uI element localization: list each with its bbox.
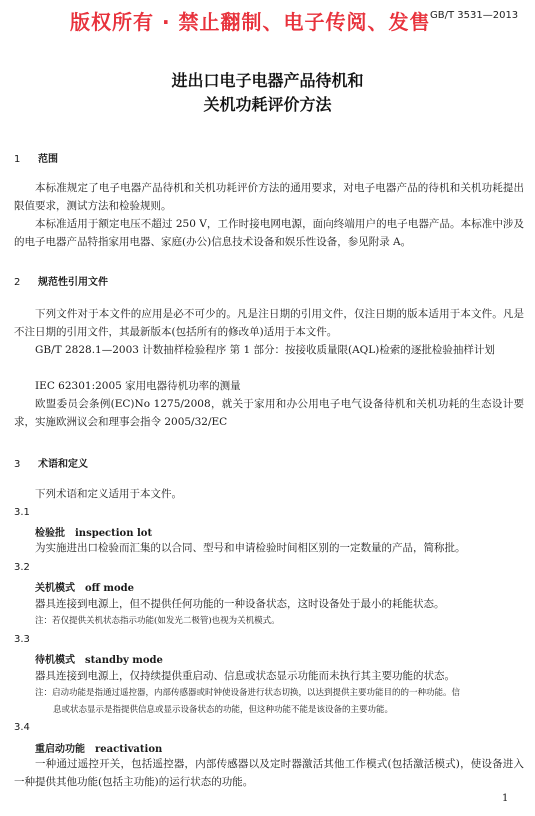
section-number: 1	[14, 154, 21, 165]
term-cn: 待机模式	[35, 655, 75, 666]
term-en: reactivation	[95, 744, 163, 755]
page-number: 1	[502, 793, 509, 804]
term-heading	[35, 524, 152, 539]
clause-number: 3.1	[14, 507, 30, 518]
paragraph: 本标准适用于额定电压不超过 250 V，工作时接电网电源，面向终端用户的电子电器产品。本标准中涉及的电子电器产品特指家用电器、家庭(办公)信息技术设备和娱乐性设备，参见附录 A。	[14, 218, 524, 248]
section-heading-normative-references	[14, 273, 108, 288]
section-number: 3	[14, 459, 21, 470]
reference-entry: IEC 62301:2005 家用电器待机功率的测量	[35, 380, 241, 392]
term-definition: 器具连接到电源上，但不提供任何功能的一种设备状态，这时设备处于最小的耗能状态。	[35, 598, 445, 610]
section-title: 规范性引用文件	[38, 277, 108, 288]
copyright-watermark: 版权所有 · 禁止翻制、电子传阅、发售	[70, 10, 431, 34]
clause-number: 3.3	[14, 634, 30, 645]
section-title: 范围	[38, 154, 58, 165]
term-heading	[35, 651, 163, 666]
term-heading	[35, 740, 162, 755]
section-heading-scope	[14, 150, 58, 165]
paragraph: 下列术语和定义适用于本文件。	[35, 488, 182, 500]
clause-number: 3.4	[14, 722, 30, 733]
term-cn: 关机模式	[35, 583, 75, 594]
term-en: inspection lot	[75, 528, 153, 539]
term-definition: 为实施进出口检验而汇集的以合同、型号和申请检验时间相区别的一定数量的产品，简称批。	[35, 542, 466, 554]
note-line: 注：启动功能是指通过遥控器，内部传感器或时钟使设备进行状态切换，以达到提供主要功能目的的一种功能。信	[35, 688, 461, 698]
term-note: 注：若仅提供关机状态指示功能(如发光二极管)也视为关机模式。	[35, 616, 280, 626]
reference-entry: GB/T 2828.1—2003 计数抽样检验程序 第 1 部分：按接收质量限(AQL)检索的逐批检验抽样计划	[35, 344, 495, 356]
term-cn: 重启动功能	[35, 744, 85, 755]
document-title-line1: 进出口电子电器产品待机和	[171, 71, 364, 90]
clause-number: 3.2	[14, 562, 30, 573]
paragraph: 本标准规定了电子电器产品待机和关机功耗评价方法的通用要求，对电子电器产品的待机和关机功耗提出限值要求，测试方法和检验规则。	[14, 182, 524, 212]
note-line: 息或状态显示是指提供信息或显示设备状态的功能，但这种功能不能是该设备的主要功能。	[53, 705, 394, 715]
reference-entry: 欧盟委员会条例(EC)No 1275/2008，就关于家用和办公用电子电气设备待机和关机功耗的生态设计要求，实施欧洲议会和理事会指令 2005/32/EC	[14, 398, 524, 428]
section-heading-terms-definitions	[14, 455, 88, 470]
term-definition: 一种通过遥控开关，包括遥控器，内部传感器以及定时器激活其他工作模式(包括激活模式)，使设备进入一种提供其他功能(包括主功能)的运行状态的功能。	[14, 758, 524, 788]
term-cn: 检验批	[35, 528, 65, 539]
section-number: 2	[14, 277, 21, 288]
standard-number: GB/T 3531—2013	[430, 10, 519, 21]
section-title: 术语和定义	[38, 459, 88, 470]
document-title-line2: 关机功耗评价方法	[203, 95, 332, 114]
term-en: standby mode	[85, 655, 163, 666]
term-note	[35, 685, 525, 719]
paragraph: 下列文件对于本文件的应用是必不可少的。凡是注日期的引用文件，仅注日期的版本适用于本文件。凡是不注日期的引用文件，其最新版本(包括所有的修改单)适用于本文件。	[14, 308, 524, 338]
term-en: off mode	[85, 583, 134, 594]
term-definition: 器具连接到电源上，仅持续提供重启动、信息或状态显示功能而未执行其主要功能的状态。	[35, 670, 455, 682]
term-heading	[35, 579, 134, 594]
